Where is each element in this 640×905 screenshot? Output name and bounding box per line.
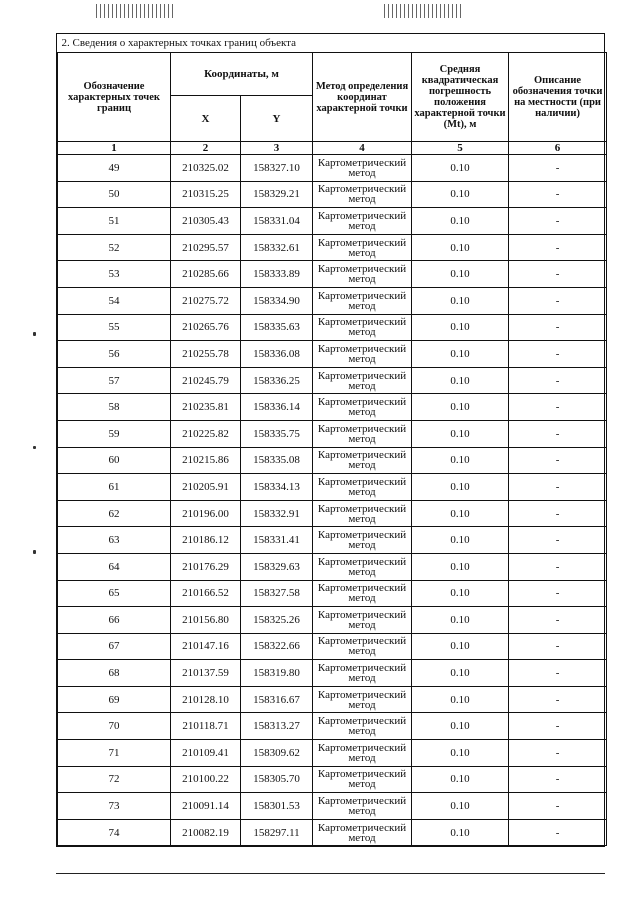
table-row	[58, 181, 607, 208]
cell-x: 210118.71	[171, 713, 241, 740]
table-row	[58, 341, 607, 368]
header-y: Y	[241, 96, 313, 142]
cell-y: 158334.90	[241, 287, 313, 314]
cell-y: 158333.89	[241, 261, 313, 288]
cell-error: 0.10	[412, 420, 509, 447]
table-row	[58, 793, 607, 820]
table-body	[58, 155, 607, 846]
table-row	[58, 580, 607, 607]
cell-description: -	[509, 181, 607, 208]
cell-y: 158335.63	[241, 314, 313, 341]
cell-method: Картометрический метод	[313, 553, 412, 580]
cell-point: 57	[58, 367, 171, 394]
column-number: 4	[313, 142, 412, 155]
cell-method: Картометрический метод	[313, 234, 412, 261]
cell-error: 0.10	[412, 500, 509, 527]
cell-error: 0.10	[412, 234, 509, 261]
cell-error: 0.10	[412, 261, 509, 288]
cell-description: -	[509, 633, 607, 660]
cell-point: 56	[58, 341, 171, 368]
cell-x: 210137.59	[171, 660, 241, 687]
cell-point: 67	[58, 633, 171, 660]
binding-mark-left	[96, 4, 174, 18]
cell-error: 0.10	[412, 607, 509, 634]
cell-y: 158309.62	[241, 740, 313, 767]
column-number: 6	[509, 142, 607, 155]
cell-x: 210275.72	[171, 287, 241, 314]
column-number-row	[58, 142, 607, 155]
cell-error: 0.10	[412, 766, 509, 793]
cell-method: Картометрический метод	[313, 713, 412, 740]
cell-point: 72	[58, 766, 171, 793]
column-number: 2	[171, 142, 241, 155]
cell-point: 53	[58, 261, 171, 288]
cell-y: 158325.26	[241, 607, 313, 634]
cell-method: Картометрический метод	[313, 633, 412, 660]
cell-description: -	[509, 686, 607, 713]
cell-x: 210295.57	[171, 234, 241, 261]
table-row	[58, 261, 607, 288]
cell-description: -	[509, 553, 607, 580]
table-row	[58, 633, 607, 660]
cell-x: 210156.80	[171, 607, 241, 634]
cell-y: 158329.21	[241, 181, 313, 208]
cell-error: 0.10	[412, 740, 509, 767]
cell-x: 210205.91	[171, 474, 241, 501]
binding-mark-right	[384, 4, 462, 18]
cell-error: 0.10	[412, 394, 509, 421]
table-row	[58, 155, 607, 182]
header-method: Метод определения координат характерной точки	[313, 53, 412, 142]
table-row	[58, 766, 607, 793]
cell-y: 158297.11	[241, 819, 313, 846]
cell-x: 210215.86	[171, 447, 241, 474]
cell-point: 64	[58, 553, 171, 580]
cell-error: 0.10	[412, 819, 509, 846]
cell-point: 59	[58, 420, 171, 447]
column-number: 5	[412, 142, 509, 155]
cell-method: Картометрический метод	[313, 447, 412, 474]
cell-description: -	[509, 793, 607, 820]
cell-error: 0.10	[412, 660, 509, 687]
table-row	[58, 500, 607, 527]
table-row	[58, 420, 607, 447]
cell-y: 158334.13	[241, 474, 313, 501]
cell-y: 158336.14	[241, 394, 313, 421]
cell-method: Картометрический метод	[313, 341, 412, 368]
cell-y: 158305.70	[241, 766, 313, 793]
cell-error: 0.10	[412, 341, 509, 368]
coordinates-sheet	[56, 33, 605, 847]
column-number: 1	[58, 142, 171, 155]
table-row	[58, 234, 607, 261]
cell-y: 158313.27	[241, 713, 313, 740]
cell-description: -	[509, 261, 607, 288]
cell-y: 158331.04	[241, 208, 313, 235]
cell-x: 210082.19	[171, 819, 241, 846]
cell-x: 210245.79	[171, 367, 241, 394]
cell-point: 54	[58, 287, 171, 314]
cell-x: 210225.82	[171, 420, 241, 447]
cell-x: 210255.78	[171, 341, 241, 368]
cell-y: 158335.08	[241, 447, 313, 474]
header-point-designation: Обозначение характерных точек границ	[58, 53, 171, 142]
cell-x: 210285.66	[171, 261, 241, 288]
cell-method: Картометрический метод	[313, 261, 412, 288]
cell-method: Картометрический метод	[313, 686, 412, 713]
cell-error: 0.10	[412, 367, 509, 394]
cell-method: Картометрический метод	[313, 793, 412, 820]
cell-point: 65	[58, 580, 171, 607]
cell-y: 158332.91	[241, 500, 313, 527]
cell-error: 0.10	[412, 553, 509, 580]
scan-speck	[33, 550, 36, 554]
cell-point: 71	[58, 740, 171, 767]
cell-y: 158329.63	[241, 553, 313, 580]
table-row	[58, 607, 607, 634]
cell-description: -	[509, 394, 607, 421]
cell-description: -	[509, 580, 607, 607]
cell-description: -	[509, 367, 607, 394]
cell-point: 50	[58, 181, 171, 208]
cell-description: -	[509, 155, 607, 182]
cell-x: 210166.52	[171, 580, 241, 607]
cell-x: 210100.22	[171, 766, 241, 793]
table-row	[58, 527, 607, 554]
cell-point: 63	[58, 527, 171, 554]
cell-point: 62	[58, 500, 171, 527]
table-row	[58, 314, 607, 341]
cell-error: 0.10	[412, 633, 509, 660]
cell-description: -	[509, 607, 607, 634]
cell-description: -	[509, 314, 607, 341]
table-row	[58, 686, 607, 713]
table-row	[58, 367, 607, 394]
table-row	[58, 447, 607, 474]
cell-y: 158336.25	[241, 367, 313, 394]
cell-method: Картометрический метод	[313, 155, 412, 182]
cell-description: -	[509, 287, 607, 314]
cell-x: 210128.10	[171, 686, 241, 713]
cell-x: 210176.29	[171, 553, 241, 580]
cell-description: -	[509, 660, 607, 687]
cell-error: 0.10	[412, 686, 509, 713]
cell-error: 0.10	[412, 181, 509, 208]
cell-description: -	[509, 474, 607, 501]
cell-error: 0.10	[412, 447, 509, 474]
table-row	[58, 394, 607, 421]
cell-y: 158331.41	[241, 527, 313, 554]
cell-method: Картометрический метод	[313, 580, 412, 607]
cell-y: 158335.75	[241, 420, 313, 447]
cell-x: 210109.41	[171, 740, 241, 767]
cell-description: -	[509, 766, 607, 793]
header-x: X	[171, 96, 241, 142]
cell-error: 0.10	[412, 155, 509, 182]
cell-x: 210315.25	[171, 181, 241, 208]
cell-y: 158332.61	[241, 234, 313, 261]
scan-speck	[33, 332, 36, 336]
cell-error: 0.10	[412, 793, 509, 820]
cell-description: -	[509, 500, 607, 527]
cell-error: 0.10	[412, 474, 509, 501]
cell-y: 158316.67	[241, 686, 313, 713]
boundary-points-table	[57, 34, 607, 846]
section-title: 2. Сведения о характерных точках границ объекта	[58, 34, 607, 53]
cell-method: Картометрический метод	[313, 420, 412, 447]
table-row	[58, 287, 607, 314]
cell-y: 158319.80	[241, 660, 313, 687]
cell-point: 55	[58, 314, 171, 341]
header-coordinates: Координаты, м	[171, 53, 313, 96]
cell-method: Картометрический метод	[313, 287, 412, 314]
cell-description: -	[509, 740, 607, 767]
table-row	[58, 819, 607, 846]
cell-method: Картометрический метод	[313, 181, 412, 208]
cell-method: Картометрический метод	[313, 819, 412, 846]
cell-description: -	[509, 447, 607, 474]
cell-method: Картометрический метод	[313, 527, 412, 554]
header-error: Средняя квадратическая погрешность положения характерной точки (Mt), м	[412, 53, 509, 142]
cell-point: 61	[58, 474, 171, 501]
cell-point: 66	[58, 607, 171, 634]
column-number: 3	[241, 142, 313, 155]
cell-method: Картометрический метод	[313, 474, 412, 501]
cell-x: 210235.81	[171, 394, 241, 421]
cell-x: 210196.00	[171, 500, 241, 527]
cell-x: 210325.02	[171, 155, 241, 182]
cell-description: -	[509, 208, 607, 235]
cell-point: 52	[58, 234, 171, 261]
cell-error: 0.10	[412, 713, 509, 740]
cell-description: -	[509, 341, 607, 368]
cell-point: 70	[58, 713, 171, 740]
bottom-rule	[56, 873, 605, 874]
cell-x: 210265.76	[171, 314, 241, 341]
cell-point: 51	[58, 208, 171, 235]
cell-method: Картометрический метод	[313, 766, 412, 793]
cell-y: 158327.10	[241, 155, 313, 182]
cell-description: -	[509, 234, 607, 261]
cell-method: Картометрический метод	[313, 740, 412, 767]
cell-y: 158327.58	[241, 580, 313, 607]
cell-error: 0.10	[412, 208, 509, 235]
cell-error: 0.10	[412, 580, 509, 607]
cell-description: -	[509, 420, 607, 447]
cell-error: 0.10	[412, 314, 509, 341]
table-row	[58, 660, 607, 687]
table-row	[58, 553, 607, 580]
scan-speck	[33, 446, 36, 449]
cell-point: 60	[58, 447, 171, 474]
header-description: Описание обозначения точки на местности (при наличии)	[509, 53, 607, 142]
cell-x: 210186.12	[171, 527, 241, 554]
cell-point: 68	[58, 660, 171, 687]
cell-x: 210091.14	[171, 793, 241, 820]
table-row	[58, 474, 607, 501]
cell-y: 158301.53	[241, 793, 313, 820]
cell-method: Картометрический метод	[313, 607, 412, 634]
cell-point: 49	[58, 155, 171, 182]
table-row	[58, 208, 607, 235]
table-row	[58, 713, 607, 740]
cell-point: 69	[58, 686, 171, 713]
cell-x: 210147.16	[171, 633, 241, 660]
cell-y: 158336.08	[241, 341, 313, 368]
cell-method: Картометрический метод	[313, 314, 412, 341]
table-row	[58, 740, 607, 767]
cell-y: 158322.66	[241, 633, 313, 660]
cell-point: 58	[58, 394, 171, 421]
cell-error: 0.10	[412, 287, 509, 314]
cell-method: Картометрический метод	[313, 660, 412, 687]
cell-method: Картометрический метод	[313, 394, 412, 421]
cell-description: -	[509, 713, 607, 740]
cell-method: Картометрический метод	[313, 367, 412, 394]
cell-method: Картометрический метод	[313, 208, 412, 235]
cell-description: -	[509, 819, 607, 846]
cell-error: 0.10	[412, 527, 509, 554]
cell-method: Картометрический метод	[313, 500, 412, 527]
cell-point: 73	[58, 793, 171, 820]
cell-description: -	[509, 527, 607, 554]
cell-point: 74	[58, 819, 171, 846]
cell-x: 210305.43	[171, 208, 241, 235]
